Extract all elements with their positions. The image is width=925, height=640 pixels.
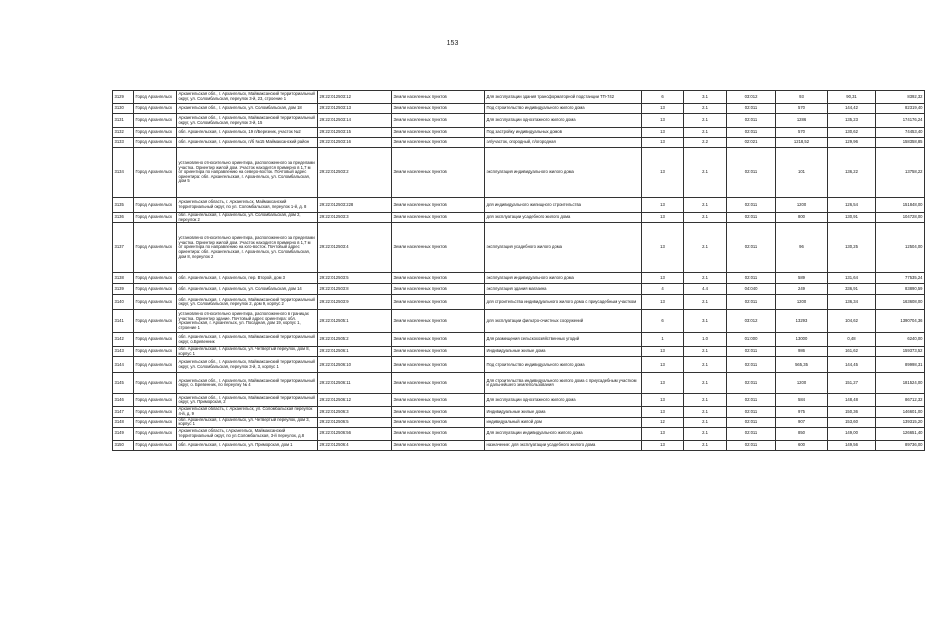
area-cell: 1218,52 — [776, 138, 828, 148]
subgroup-code-cell: 2.1 — [684, 223, 727, 273]
permitted-use-cell: назначение: для эксплуатации усадебного жилого дома — [485, 440, 642, 450]
subgroup-code-cell: 4.4 — [684, 284, 727, 295]
cadastral-number-cell: 29:22:012503:13 — [318, 104, 392, 114]
area-cell: 570 — [776, 128, 828, 138]
permitted-use-cell: Под застройку индивидуальных домов — [485, 128, 642, 138]
municipality-cell: Город Архангельск — [134, 310, 177, 333]
group-code-cell: 6 — [642, 310, 684, 333]
table-row — [113, 394, 925, 407]
address-cell: Архангельская область, г.Архангельск, Маймаксанский территориальный округ, по ул.Соломбальская, 3-й переулок, д.8 — [177, 427, 318, 440]
address-cell: обл. Архангельская, г. Архангельск, п/б №15 Маймаксанский район — [177, 138, 318, 148]
specific-value-cell: 136,22 — [828, 148, 876, 198]
use-code-cell: 02:011 — [727, 407, 776, 417]
row-number-cell: 3132 — [113, 128, 134, 138]
table-row — [113, 213, 925, 223]
cadastral-number-cell: 29:22:012505:2 — [318, 333, 392, 347]
use-code-cell: 01:000 — [727, 333, 776, 347]
subgroup-code-cell: 2.1 — [684, 295, 727, 310]
municipality-cell: Город Архангельск — [134, 347, 177, 357]
row-number-cell: 3141 — [113, 310, 134, 333]
permitted-use-cell: Под строительство индивидуального жилого дома — [485, 357, 642, 373]
land-category-cell: Земли населенных пунктов — [392, 295, 485, 310]
area-cell: 1286 — [776, 114, 828, 128]
group-code-cell: 13 — [642, 407, 684, 417]
land-category-cell: Земли населенных пунктов — [392, 273, 485, 284]
cadastral-value-cell: 158358,85 — [876, 138, 925, 148]
row-number-cell: 3136 — [113, 213, 134, 223]
permitted-use-cell: Для эксплуатации индивидуального жилого дома — [485, 427, 642, 440]
use-code-cell: 02:011 — [727, 394, 776, 407]
use-code-cell: 02:011 — [727, 148, 776, 198]
permitted-use-cell: Для размещения сельскохозяйственных угодий — [485, 333, 642, 347]
subgroup-code-cell: 2.2 — [684, 138, 727, 148]
cadastral-number-cell: 29:22:012503:14 — [318, 114, 392, 128]
table-row — [113, 427, 925, 440]
row-number-cell: 3129 — [113, 91, 134, 104]
row-number-cell: 3142 — [113, 333, 134, 347]
cadastral-value-cell: 89736,00 — [876, 440, 925, 450]
cadastral-number-cell: 29:22:012505:1 — [318, 310, 392, 333]
group-code-cell: 13 — [642, 138, 684, 148]
use-code-cell: 02:011 — [727, 128, 776, 138]
cadastral-value-cell: 139315,20 — [876, 417, 925, 427]
cadastral-number-cell: 29:22:012503:16 — [318, 138, 392, 148]
row-number-cell: 3147 — [113, 407, 134, 417]
subgroup-code-cell: 3.1 — [684, 310, 727, 333]
cadastral-value-cell: 77535,24 — [876, 273, 925, 284]
group-code-cell: 13 — [642, 347, 684, 357]
cadastral-number-cell: 29:22:012506:5 — [318, 417, 392, 427]
municipality-cell: Город Архангельск — [134, 427, 177, 440]
permitted-use-cell: Под строительство индивидуального жилого дома — [485, 104, 642, 114]
permitted-use-cell: для индивидуального жилищного строительства — [485, 198, 642, 213]
land-category-cell: Земли населенных пунктов — [392, 407, 485, 417]
municipality-cell: Город Архангельск — [134, 104, 177, 114]
specific-value-cell: 131,64 — [828, 273, 876, 284]
land-category-cell: Земли населенных пунктов — [392, 373, 485, 394]
group-code-cell: 13 — [642, 213, 684, 223]
subgroup-code-cell: 2.1 — [684, 114, 727, 128]
table-row — [113, 273, 925, 284]
address-cell: Архангельская обл., г. Архангельск, Маймаксанский территориальный округ, ул. Соломбальская, переулок 3-й, 3, корпус 1 — [177, 357, 318, 373]
table-row — [113, 310, 925, 333]
permitted-use-cell: эксплуатация индивидуального жилого дома — [485, 273, 642, 284]
row-number-cell: 3148 — [113, 417, 134, 427]
address-cell: Архангельская обл., г. Архангельск, ул. Соломбальская, дом 18 — [177, 104, 318, 114]
table-row — [113, 407, 925, 417]
specific-value-cell: 130,91 — [828, 213, 876, 223]
specific-value-cell: 104,62 — [828, 310, 876, 333]
address-cell: Архангельская область, г. Архангельск, Маймаксанский территориальный округ, по ул. Соломбальская, переулок 1-й, д. 8 — [177, 198, 318, 213]
subgroup-code-cell: 3.1 — [684, 91, 727, 104]
address-cell: Архангельская обл., г. Архангельск, Маймаксанский территориальный округ, ул. Соломбальская, переулок 3-й, 23, строение 1 — [177, 91, 318, 104]
cadastral-value-cell: 159373,52 — [876, 347, 925, 357]
use-code-cell: 02:011 — [727, 198, 776, 213]
use-code-cell: 03:012 — [727, 91, 776, 104]
land-category-cell: Земли населенных пунктов — [392, 213, 485, 223]
land-category-cell: Земли населенных пунктов — [392, 394, 485, 407]
group-code-cell: 6 — [642, 91, 684, 104]
permitted-use-cell: эксплуатация усадебного жилого дома — [485, 223, 642, 273]
table-row — [113, 333, 925, 347]
area-cell: 589 — [776, 273, 828, 284]
group-code-cell: 13 — [642, 427, 684, 440]
cadastral-number-cell: 29:22:012503:4 — [318, 223, 392, 273]
cadastral-value-cell: 12504,00 — [876, 223, 925, 273]
row-number-cell: 3138 — [113, 273, 134, 284]
cadastral-value-cell: 89998,31 — [876, 357, 925, 373]
cadastral-number-cell: 29:22:012503:8 — [318, 284, 392, 295]
group-code-cell: 13 — [642, 394, 684, 407]
use-code-cell: 02:011 — [727, 295, 776, 310]
row-number-cell: 3139 — [113, 284, 134, 295]
row-number-cell: 3130 — [113, 104, 134, 114]
permitted-use-cell: Для эксплуатации одноэтажного жилого дома — [485, 114, 642, 128]
cadastral-value-cell: 6240,00 — [876, 333, 925, 347]
use-code-cell: 02:011 — [727, 213, 776, 223]
land-category-cell: Земли населенных пунктов — [392, 198, 485, 213]
specific-value-cell: 130,25 — [828, 223, 876, 273]
land-category-cell: Земли населенных пунктов — [392, 148, 485, 198]
cadastral-number-cell: 29:22:012506:1 — [318, 347, 392, 357]
cadastral-number-cell: 29:22:012503:3 — [318, 213, 392, 223]
table-row — [113, 104, 925, 114]
permitted-use-cell: для строительства индивидуального жилого дома с приусадебным участком — [485, 295, 642, 310]
subgroup-code-cell: 2.1 — [684, 407, 727, 417]
cadastral-value-cell: 181524,00 — [876, 373, 925, 394]
table-row — [113, 295, 925, 310]
table-row — [113, 347, 925, 357]
area-cell: 986 — [776, 347, 828, 357]
address-cell: Архангельская обл., г. Архангельск, Маймаксанский территориальный округ, ул. Соломбальская, переулок 3-й, 15 — [177, 114, 318, 128]
cadastral-number-cell: 29:22:012506:3 — [318, 407, 392, 417]
register-body — [113, 91, 925, 451]
land-category-cell: Земли населенных пунктов — [392, 223, 485, 273]
land-category-cell: Земли населенных пунктов — [392, 114, 485, 128]
cadastral-number-cell: 29:22:012506:10 — [318, 357, 392, 373]
specific-value-cell: 161,62 — [828, 347, 876, 357]
cadastral-number-cell: 29:22:012506:12 — [318, 394, 392, 407]
group-code-cell: 4 — [642, 284, 684, 295]
address-cell: обл. Архангельская, г. Архангельск, ул. Приморская, дом 1 — [177, 440, 318, 450]
municipality-cell: Город Архангельск — [134, 357, 177, 373]
municipality-cell: Город Архангельск — [134, 295, 177, 310]
specific-value-cell: 150,36 — [828, 407, 876, 417]
land-category-cell: Земли населенных пунктов — [392, 417, 485, 427]
table-row — [113, 91, 925, 104]
row-number-cell: 3131 — [113, 114, 134, 128]
municipality-cell: Город Архангельск — [134, 333, 177, 347]
land-category-cell: Земли населенных пунктов — [392, 310, 485, 333]
permitted-use-cell: эксплуатация индивидуального жилого дома — [485, 148, 642, 198]
land-category-cell: Земли населенных пунктов — [392, 128, 485, 138]
area-cell: 1200 — [776, 295, 828, 310]
group-code-cell: 13 — [642, 128, 684, 138]
row-number-cell: 3137 — [113, 223, 134, 273]
use-code-cell: 02:011 — [727, 440, 776, 450]
municipality-cell: Город Архангельск — [134, 138, 177, 148]
permitted-use-cell: Индивидуальные жилые дома — [485, 347, 642, 357]
group-code-cell: 13 — [642, 198, 684, 213]
use-code-cell: 02:011 — [727, 104, 776, 114]
cadastral-value-cell: 74453,40 — [876, 128, 925, 138]
row-number-cell: 3133 — [113, 138, 134, 148]
cadastral-number-cell: 29:22:012506:56 — [318, 427, 392, 440]
land-category-cell: Земли населенных пунктов — [392, 91, 485, 104]
municipality-cell: Город Архангельск — [134, 114, 177, 128]
table-row — [113, 114, 925, 128]
land-category-cell: Земли населенных пунктов — [392, 284, 485, 295]
use-code-cell: 02:011 — [727, 427, 776, 440]
specific-value-cell: 148,48 — [828, 394, 876, 407]
subgroup-code-cell: 2.1 — [684, 427, 727, 440]
group-code-cell: 13 — [642, 104, 684, 114]
use-code-cell: 02:011 — [727, 357, 776, 373]
address-cell: Архангельская обл., г. Архангельск, Маймаксанский территориальный округ, о. Бревенник, по переулку № 4 — [177, 373, 318, 394]
permitted-use-cell: Индивидуальные жилые дома — [485, 407, 642, 417]
cadastral-number-cell: 29:22:012503:228 — [318, 198, 392, 213]
cadastral-number-cell: 29:22:012503:15 — [318, 128, 392, 138]
row-number-cell: 3149 — [113, 427, 134, 440]
page-number: 153 — [446, 40, 459, 47]
cadastral-value-cell: 151848,00 — [876, 198, 925, 213]
table-row — [113, 373, 925, 394]
land-category-cell: Земли населенных пунктов — [392, 347, 485, 357]
specific-value-cell: 153,60 — [828, 417, 876, 427]
subgroup-code-cell: 2.1 — [684, 198, 727, 213]
use-code-cell: 04:040 — [727, 284, 776, 295]
land-category-cell: Земли населенных пунктов — [392, 138, 485, 148]
row-number-cell: 3146 — [113, 394, 134, 407]
address-cell: установлено относительно ориентира, расположенного в границах участка. Ориентир здание. Почтовый адрес ориентира: обл. Архангельская, г. Архангельск, ул. Посадная, дом 19, корпус 1, строение 1 — [177, 310, 318, 333]
table-row — [113, 357, 925, 373]
subgroup-code-cell: 2.1 — [684, 148, 727, 198]
permitted-use-cell: эл/участок, огородный, п/огородная — [485, 138, 642, 148]
row-number-cell: 3145 — [113, 373, 134, 394]
row-number-cell: 3134 — [113, 148, 134, 198]
permitted-use-cell: для эксплуатации усадебного жилого дома — [485, 213, 642, 223]
specific-value-cell: 144,42 — [828, 104, 876, 114]
group-code-cell: 13 — [642, 148, 684, 198]
area-cell: 13000 — [776, 333, 828, 347]
cadastral-number-cell: 29:22:012503:5 — [318, 273, 392, 284]
table-row — [113, 138, 925, 148]
municipality-cell: Город Архангельск — [134, 223, 177, 273]
address-cell: обл. Архангельская, г. Архангельск, ул. Четвертый переулок, дом 3, корпус 1 — [177, 417, 318, 427]
use-code-cell: 02:011 — [727, 223, 776, 273]
address-cell: обл. Архангельская, г. Архангельск, ул. Соломбальская, дом 14 — [177, 284, 318, 295]
specific-value-cell: 336,91 — [828, 284, 876, 295]
use-code-cell: 03:012 — [727, 310, 776, 333]
municipality-cell: Город Архангельск — [134, 417, 177, 427]
row-number-cell: 3150 — [113, 440, 134, 450]
subgroup-code-cell: 2.1 — [684, 440, 727, 450]
municipality-cell: Город Архангельск — [134, 440, 177, 450]
permitted-use-cell: Для эксплуатации одноэтажного жилого дома — [485, 394, 642, 407]
table-row — [113, 417, 925, 427]
cadastral-number-cell: 29:22:012503:9 — [318, 295, 392, 310]
land-category-cell: Земли населенных пунктов — [392, 104, 485, 114]
row-number-cell: 3135 — [113, 198, 134, 213]
cadastral-value-cell: 8392,32 — [876, 91, 925, 104]
area-cell: 975 — [776, 407, 828, 417]
area-cell: 584 — [776, 394, 828, 407]
municipality-cell: Город Архангельск — [134, 373, 177, 394]
area-cell: 850 — [776, 427, 828, 440]
group-code-cell: 13 — [642, 114, 684, 128]
address-cell: обл. Архангельская, г. Архангельск, 19 п/Березник, участок №2 — [177, 128, 318, 138]
specific-value-cell: 90,31 — [828, 91, 876, 104]
subgroup-code-cell: 2.1 — [684, 347, 727, 357]
permitted-use-cell: эксплуатация здания магазина — [485, 284, 642, 295]
address-cell: обл. Архангельская, г. Архангельск, Маймаксанский территориальный округ, ул. Соломбальская, переулок 2, дом 9, корпус 2 — [177, 295, 318, 310]
permitted-use-cell: Для строительства индивидуального жилого дома с приусадебным участком и дальнейшего землепользования — [485, 373, 642, 394]
use-code-cell: 02:011 — [727, 273, 776, 284]
specific-value-cell: 130,62 — [828, 128, 876, 138]
municipality-cell: Город Архангельск — [134, 91, 177, 104]
area-cell: 907 — [776, 417, 828, 427]
municipality-cell: Город Архангельск — [134, 284, 177, 295]
municipality-cell: Город Архангельск — [134, 198, 177, 213]
specific-value-cell: 144,45 — [828, 357, 876, 373]
cadastral-value-cell: 83890,59 — [876, 284, 925, 295]
use-code-cell: 02:011 — [727, 373, 776, 394]
address-cell: обл. Архангельская, г. Архангельск, ул. Четвертый переулок, дом 8, корпус 1 — [177, 347, 318, 357]
municipality-cell: Город Архангельск — [134, 394, 177, 407]
table-row — [113, 198, 925, 213]
area-cell: 249 — [776, 284, 828, 295]
subgroup-code-cell: 2.1 — [684, 417, 727, 427]
use-code-cell: 02:011 — [727, 347, 776, 357]
address-cell: установлено относительно ориентира, расположенного за пределами участка. Ориентир жилой дом. Участок находится примерно в 1,7 м от ориентира по направлению на юго-восток. Почтовый адрес ориентира: обл. Архангельская, г. Архангельск, ул. Соломбальская, дом 8, переулок 2 — [177, 223, 318, 273]
group-code-cell: 13 — [642, 357, 684, 373]
area-cell: 93 — [776, 91, 828, 104]
subgroup-code-cell: 2.1 — [684, 104, 727, 114]
permitted-use-cell: индивидуальный жилой дом — [485, 417, 642, 427]
cadastral-value-cell: 82319,40 — [876, 104, 925, 114]
cadastral-value-cell: 146601,00 — [876, 407, 925, 417]
group-code-cell: 1 — [642, 333, 684, 347]
use-code-cell: 02:011 — [727, 417, 776, 427]
cadastral-value-cell: 174176,24 — [876, 114, 925, 128]
land-category-cell: Земли населенных пунктов — [392, 427, 485, 440]
group-code-cell: 13 — [642, 373, 684, 394]
permitted-use-cell: Для эксплуатации здания трансформаторной подстанции ТП-742 — [485, 91, 642, 104]
cadastral-number-cell: 29:22:012503:12 — [318, 91, 392, 104]
cadastral-value-cell: 104728,00 — [876, 213, 925, 223]
land-register-table — [112, 90, 925, 451]
table-row — [113, 440, 925, 450]
cadastral-value-cell: 126651,40 — [876, 427, 925, 440]
row-number-cell: 3144 — [113, 357, 134, 373]
cadastral-number-cell: 29:22:012506:4 — [318, 440, 392, 450]
address-cell: обл. Архангельская, г. Архангельск, Маймаксанский территориальный округ, о.Бревенник — [177, 333, 318, 347]
area-cell: 600 — [776, 440, 828, 450]
row-number-cell: 3143 — [113, 347, 134, 357]
subgroup-code-cell: 2.1 — [684, 373, 727, 394]
group-code-cell: 13 — [642, 440, 684, 450]
area-cell: 565,35 — [776, 357, 828, 373]
group-code-cell: 13 — [642, 223, 684, 273]
municipality-cell: Город Архангельск — [134, 213, 177, 223]
table-row — [113, 223, 925, 273]
specific-value-cell: 129,96 — [828, 138, 876, 148]
specific-value-cell: 151,27 — [828, 373, 876, 394]
subgroup-code-cell: 2.1 — [684, 357, 727, 373]
address-cell: Архангельская обл., г. Архангельск, Маймаксанский территориальный округ, ул. Приморская, 2 — [177, 394, 318, 407]
group-code-cell: 12 — [642, 417, 684, 427]
specific-value-cell: 126,54 — [828, 198, 876, 213]
land-category-cell: Земли населенных пунктов — [392, 440, 485, 450]
table-row — [113, 284, 925, 295]
address-cell: обл. Архангельская, г. Архангельск, ул. Соломбальская, дом 2, переулок 2 — [177, 213, 318, 223]
address-cell: обл. Архангельская, г. Архангельск, пер. Второй, дом 3 — [177, 273, 318, 284]
permitted-use-cell: для эксплуатации фильтро-очистных сооружений — [485, 310, 642, 333]
specific-value-cell: 149,00 — [828, 427, 876, 440]
specific-value-cell: 135,23 — [828, 114, 876, 128]
municipality-cell: Город Архангельск — [134, 273, 177, 284]
area-cell: 800 — [776, 213, 828, 223]
area-cell: 96 — [776, 223, 828, 273]
municipality-cell: Город Архангельск — [134, 407, 177, 417]
address-cell: Архангельская область, г. Архангельск, ул. Соломбальская переулок 4-й, д. 9 — [177, 407, 318, 417]
cadastral-number-cell: 29:22:012506:11 — [318, 373, 392, 394]
municipality-cell: Город Архангельск — [134, 128, 177, 138]
area-cell: 13293 — [776, 310, 828, 333]
subgroup-code-cell: 1.0 — [684, 333, 727, 347]
table-row — [113, 148, 925, 198]
area-cell: 101 — [776, 148, 828, 198]
address-cell: установлено относительно ориентира, расположенного за пределами участка. Ориентир жилой дом. Участок находится примерно в 1,7 м от ориентира по направлению на северо-восток. Почтовый адрес ориентира: обл. Архангельская, г. Архангельск, ул. Соломбальская, дом 5 — [177, 148, 318, 198]
table-row — [113, 128, 925, 138]
specific-value-cell: 136,34 — [828, 295, 876, 310]
group-code-cell: 13 — [642, 295, 684, 310]
cadastral-value-cell: 163608,00 — [876, 295, 925, 310]
area-cell: 570 — [776, 104, 828, 114]
subgroup-code-cell: 2.1 — [684, 273, 727, 284]
area-cell: 1200 — [776, 373, 828, 394]
subgroup-code-cell: 2.1 — [684, 213, 727, 223]
subgroup-code-cell: 2.1 — [684, 128, 727, 138]
group-code-cell: 13 — [642, 273, 684, 284]
row-number-cell: 3140 — [113, 295, 134, 310]
municipality-cell: Город Архангельск — [134, 148, 177, 198]
specific-value-cell: 149,56 — [828, 440, 876, 450]
cadastral-value-cell: 1390704,36 — [876, 310, 925, 333]
area-cell: 1200 — [776, 198, 828, 213]
cadastral-number-cell: 29:22:012503:2 — [318, 148, 392, 198]
specific-value-cell: 0,48 — [828, 333, 876, 347]
use-code-cell: 02:021 — [727, 138, 776, 148]
land-category-cell: Земли населенных пунктов — [392, 357, 485, 373]
cadastral-value-cell: 13758,22 — [876, 148, 925, 198]
land-category-cell: Земли населенных пунктов — [392, 333, 485, 347]
use-code-cell: 02:011 — [727, 114, 776, 128]
subgroup-code-cell: 2.1 — [684, 394, 727, 407]
cadastral-value-cell: 86712,32 — [876, 394, 925, 407]
